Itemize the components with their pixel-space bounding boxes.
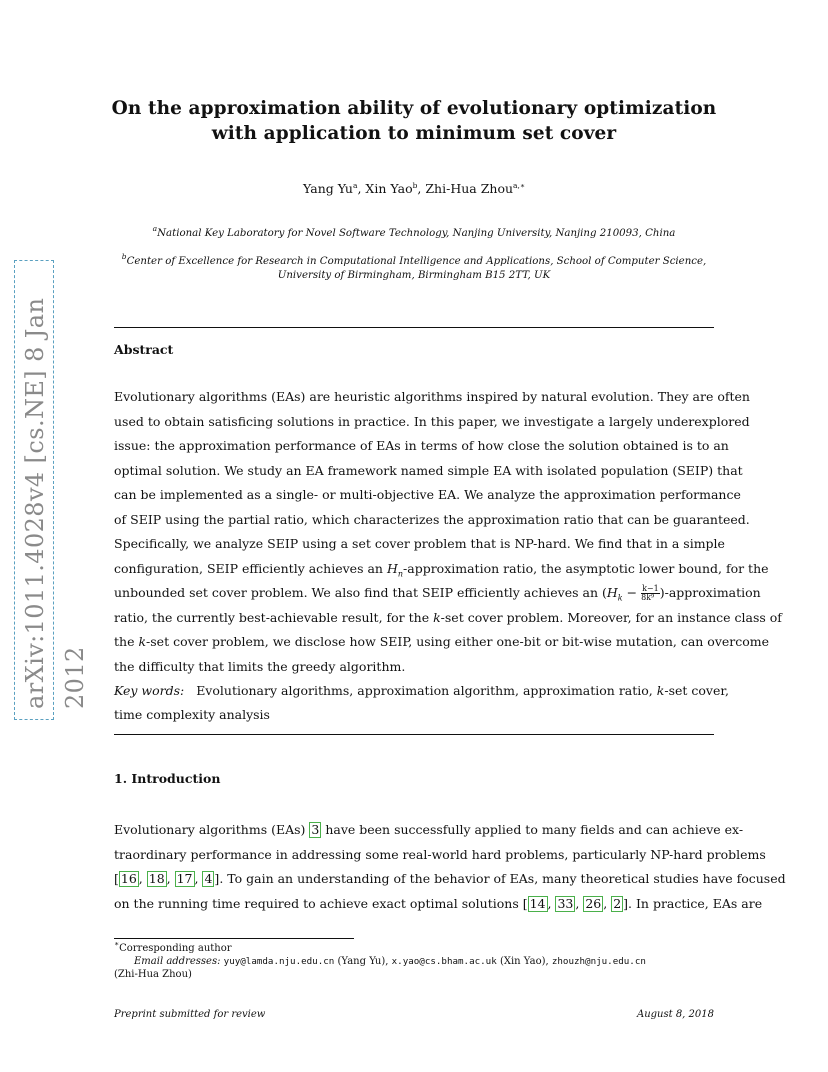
abstract-line — [114, 609, 782, 627]
text-run: -set cover, — [664, 683, 729, 698]
affiliation-text: National Key Laboratory for Novel Software Technology, Nanjing University, Nanjing 210093, China — [157, 228, 676, 239]
abstract-line: can be implemented as a single- or multi-objective EA. We analyze the approximation performance — [114, 487, 741, 502]
footer-date: August 8, 2018 — [636, 1009, 714, 1020]
math-var: H — [386, 560, 398, 576]
author-mark: b — [412, 181, 418, 190]
math-var: k — [656, 683, 665, 698]
text-run: have been successfully applied to many fields and can achieve ex- — [321, 822, 744, 837]
text-run: . In practice, EAs are — [628, 895, 763, 911]
abstract-line — [114, 633, 770, 651]
affiliation-text: Center of Excellence for Research in Computational Intelligence and Applications, School of Computer Science, — [126, 256, 707, 267]
text-run: on the running time required to achieve exact optimal solutions — [114, 895, 523, 911]
affiliation-mark: b — [121, 252, 127, 261]
title-line-2: with application to minimum set cover — [211, 123, 617, 144]
citation-link[interactable]: 33 — [557, 895, 574, 911]
citation-link[interactable]: 14 — [529, 895, 546, 911]
affiliation-b — [114, 252, 714, 283]
math-sub: k — [617, 593, 623, 603]
author-mark: a — [352, 181, 358, 190]
intro-line: on the running time required to achieve exact optimal solutions [ 14 , 33 , 26 , 2 ]. In practice, EAs are — [114, 895, 763, 911]
affiliation-a — [114, 224, 714, 241]
email-link[interactable]: yuy@lamda.nju.edu.cn — [223, 956, 335, 967]
text-run: Evolutionary algorithms, approximation algorithm, approximation ratio, — [196, 683, 657, 698]
citation-link[interactable]: 17 — [176, 871, 193, 886]
footnote-corresponding — [114, 939, 714, 955]
abstract-line — [114, 584, 761, 603]
text-run: configuration, SEIP efficiently achieves an — [114, 560, 387, 576]
abstract-line: Evolutionary algorithms (EAs) are heuristic algorithms inspired by natural evolution. They are often — [114, 389, 750, 404]
text-run: -set cover problem, we disclose how SEIP, using either one-bit or bit-wise mutation, can overcome — [146, 634, 770, 649]
citation-link[interactable]: 26 — [585, 895, 602, 911]
abstract-heading: Abstract — [114, 342, 174, 357]
keywords-line — [114, 682, 729, 700]
footnote-mark: ∗ — [114, 939, 120, 948]
keywords-line: time complexity analysis — [114, 707, 270, 722]
footnote-rule — [114, 938, 354, 939]
math-sub: n — [397, 569, 404, 578]
abstract-line: of SEIP using the partial ratio, which characterizes the approximation ratio that can be guaranteed. — [114, 511, 750, 527]
text-run: -approximation ratio, the asymptotic lower bound, for the — [403, 560, 769, 576]
section-heading-introduction: 1. Introduction — [114, 771, 221, 786]
abstract-line: the difficulty that limits the greedy algorithm. — [114, 658, 406, 674]
email-owner: (Yang Yu), — [337, 956, 389, 967]
abstract-bottom-rule — [114, 734, 714, 735]
affiliation-text: University of Birmingham, Birmingham B15 2TT, UK — [277, 270, 551, 281]
author-mark: a,∗ — [513, 181, 525, 190]
keywords-label: Key words: — [114, 683, 185, 698]
math-var: k — [138, 634, 147, 649]
citation-link[interactable]: 16 — [120, 871, 137, 886]
math-op: − — [622, 585, 642, 600]
citation-link[interactable]: 18 — [148, 871, 165, 886]
text-run: . To gain an understanding of the behavior of EAs, many theoretical studies have focused — [219, 871, 786, 886]
abstract-line: issue: the approximation performance of EAs in terms of how close the solution obtained is to an — [114, 438, 729, 453]
affiliation-mark: a — [152, 224, 158, 233]
author-yang-yu: Yang Yu — [303, 181, 353, 196]
math-var: k — [433, 609, 441, 625]
email-label: Email addresses: — [134, 956, 221, 967]
email-owner: (Xin Yao), — [499, 956, 549, 967]
intro-line: traordinary performance in addressing some real-world hard problems, particularly NP-hard problems — [114, 846, 766, 862]
math-var: H — [606, 585, 618, 600]
text-run: )-approximation — [659, 585, 761, 600]
citation-link[interactable]: 4 — [204, 871, 213, 886]
email-link[interactable]: zhouzh@nju.edu.cn — [551, 956, 646, 967]
title-line-1: On the approximation ability of evolutionary optimization — [111, 98, 717, 119]
intro-line: [ 16 , 18 , 17 , 4 ]. To gain an understanding of the behavior of EAs, many theoretical studies have focused — [114, 871, 786, 886]
paper-title — [0, 96, 828, 146]
intro-line — [114, 821, 744, 839]
text-run: Evolutionary algorithms (EAs) — [114, 822, 310, 837]
author-zhi-hua-zhou: Zhi-Hua Zhou — [425, 181, 514, 196]
author-list: Yang Yu$^a$, Xin Yao$^b$, Zhi-Hua Zhou$^{a,∗}$ — [303, 181, 525, 196]
citation-link[interactable]: 3 — [311, 822, 320, 837]
text-run: ratio, the currently best-achievable result, for the — [114, 609, 434, 625]
math-fraction — [641, 585, 660, 602]
abstract-line: Specifically, we analyze SEIP using a set cover problem that is NP-hard. We find that in a simple — [114, 536, 725, 551]
abstract-top-rule — [114, 327, 714, 328]
footnote-email-owner: (Zhi-Hua Zhou) — [114, 969, 192, 980]
email-link[interactable]: x.yao@cs.bham.ac.uk — [391, 956, 497, 967]
text-run: the — [114, 634, 139, 649]
footnote-text: Corresponding author — [119, 943, 232, 954]
abstract-line — [114, 560, 769, 578]
abstract-line: used to obtain satisficing solutions in practice. In this paper, we investigate a largely underexplored — [114, 413, 750, 429]
fraction-numerator: k−1 — [642, 584, 659, 593]
author-xin-yao: Xin Yao — [365, 181, 413, 196]
text-run: -set cover problem. Moreover, for an instance class of — [440, 609, 782, 625]
abstract-line: optimal solution. We study an EA framework named simple EA with isolated population (SEIP) that — [114, 462, 743, 478]
arxiv-identifier[interactable]: arXiv:1011.4028v4 [cs.NE] 8 Jan 2012 — [14, 260, 54, 720]
fraction-denominator: 8k⁹ — [641, 593, 655, 602]
footnote-emails — [114, 955, 714, 968]
footer-preprint-note: Preprint submitted for review — [114, 1009, 266, 1020]
citation-link[interactable]: 2 — [613, 895, 622, 911]
text-run: unbounded set cover problem. We also find that SEIP efficiently achieves an ( — [114, 585, 607, 600]
